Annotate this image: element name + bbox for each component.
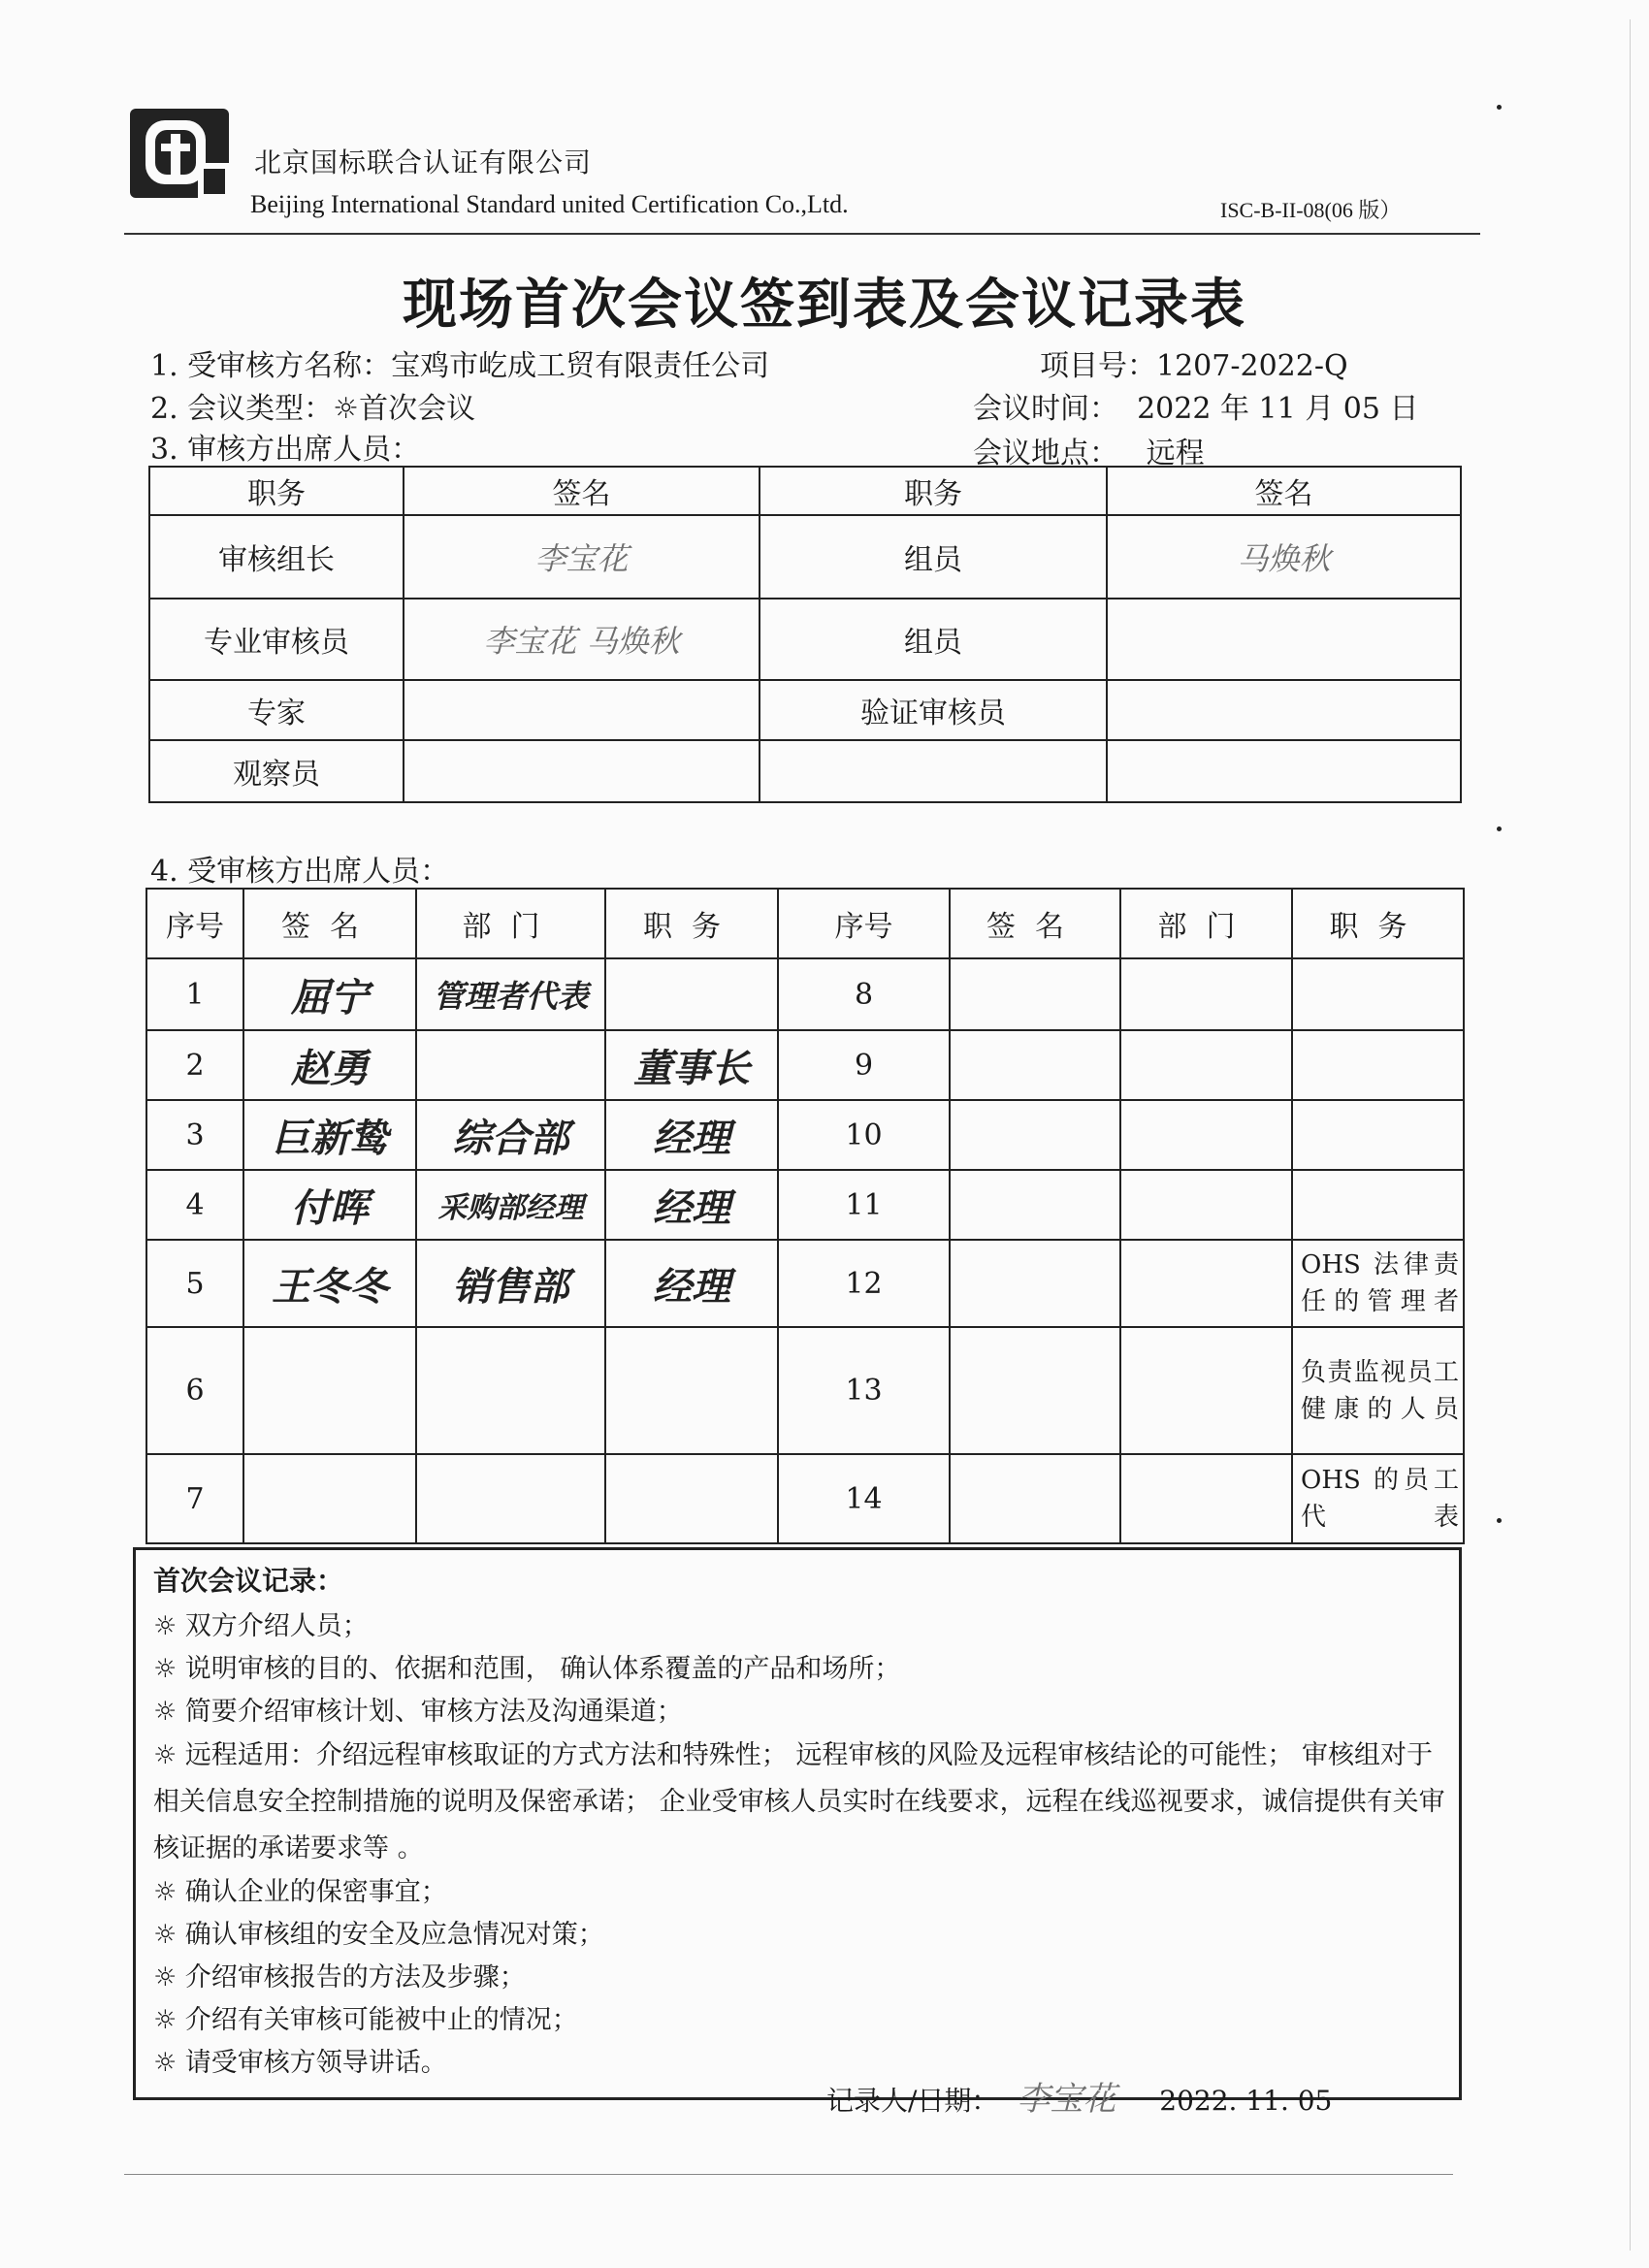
department-cell: [1120, 1170, 1292, 1240]
header-divider: [124, 233, 1480, 235]
position-cell: [605, 958, 778, 1030]
role-cell: 专家: [149, 680, 404, 740]
signature-cell: [243, 1327, 416, 1454]
role-cell: 观察员: [149, 740, 404, 802]
recorder-date: 2022. 11. 05: [1159, 2085, 1333, 2117]
signature-cell: 巨新鸷: [243, 1100, 416, 1170]
position-cell: 经理: [605, 1100, 778, 1170]
signature-cell: [950, 1454, 1120, 1543]
meeting-time-row: [973, 384, 1418, 427]
position-cell: [1292, 1030, 1464, 1100]
header-cell: 职务: [149, 467, 404, 515]
number-cell: 11: [778, 1170, 950, 1240]
signature-cell: [950, 1170, 1120, 1240]
meeting-type-row: [150, 384, 475, 427]
department-cell: 管理者代表: [416, 958, 605, 1030]
position-cell: 董事长: [605, 1030, 778, 1100]
position-cell: [605, 1454, 778, 1543]
signature-cell: 屈宁: [243, 958, 416, 1030]
record-item: ☼ 确认企业的保密事宜；: [153, 1877, 447, 1907]
signature-cell: 李宝花: [404, 515, 760, 599]
project-number: [1040, 341, 1348, 384]
number-cell: 2: [146, 1030, 243, 1100]
scan-speck: [1497, 105, 1502, 110]
meeting-type-label: 2. 会议类型：: [150, 392, 334, 426]
table-row: [149, 680, 1461, 740]
header-cell: 签名: [1107, 467, 1461, 515]
position-cell: OHS 的员工代表: [1292, 1454, 1464, 1543]
auditor-attendees-label: 3. 审核方出席人员：: [150, 433, 421, 467]
signature-cell: [950, 1030, 1120, 1100]
role-cell: 组员: [760, 599, 1107, 680]
header-cell: 部门: [1120, 889, 1292, 958]
number-cell: 6: [146, 1327, 243, 1454]
signature-cell: [950, 1100, 1120, 1170]
header-cell: 签名: [404, 467, 760, 515]
number-cell: 8: [778, 958, 950, 1030]
department-cell: [1120, 1030, 1292, 1100]
table-header-row: [149, 467, 1461, 515]
table-row: [146, 1327, 1464, 1454]
signature-cell: [404, 680, 760, 740]
role-cell: 专业审核员: [149, 599, 404, 680]
company-name-en: Beijing International Standard united Certification Co.,Ltd.: [250, 190, 849, 218]
position-cell: [1292, 1170, 1464, 1240]
position-cell: [1292, 1100, 1464, 1170]
meeting-place-value: 远程: [1146, 437, 1205, 470]
meeting-time-value: 2022 年 11 月 05 日: [1137, 392, 1419, 426]
signature-cell: [1107, 740, 1461, 802]
recorder-row: [826, 2072, 1332, 2120]
signature-cell: 付晖: [243, 1170, 416, 1240]
signature-cell: [950, 1327, 1120, 1454]
company-logo-icon: [126, 105, 233, 202]
auditee-attendance-table: [146, 888, 1465, 1544]
number-cell: 7: [146, 1454, 243, 1543]
scan-speck: [1497, 1518, 1502, 1523]
table-row: [149, 515, 1461, 599]
department-cell: 综合部: [416, 1100, 605, 1170]
table-row: [149, 740, 1461, 802]
table-row: [146, 1454, 1464, 1543]
signature-cell: 马焕秋: [1107, 515, 1461, 599]
role-cell: 验证审核员: [760, 680, 1107, 740]
signature-cell: [950, 1240, 1120, 1327]
department-cell: [416, 1327, 605, 1454]
number-cell: 3: [146, 1100, 243, 1170]
signature-cell: [404, 740, 760, 802]
table-row: [146, 1100, 1464, 1170]
role-cell: [760, 740, 1107, 802]
page-title: 现场首次会议签到表及会议记录表: [403, 274, 1246, 337]
auditee-name-value: 宝鸡市屹成工贸有限责任公司: [391, 349, 770, 383]
department-cell: [416, 1030, 605, 1100]
department-cell: [1120, 1100, 1292, 1170]
meeting-place-label: 会议地点：: [973, 437, 1118, 470]
table-row: [149, 599, 1461, 680]
number-cell: 10: [778, 1100, 950, 1170]
scan-speck: [1497, 826, 1502, 831]
auditor-attendance-table: [148, 466, 1462, 803]
remote-audit-paragraph: ☼ 远程适用：介绍远程审核取证的方式方法和特殊性； 远程审核的风险及远程审核结论的可能性； 审核组对于相关信息安全控制措施的说明及保密承诺； 企业受审核人员实时在线要求，远程在线巡视要求，诚信提供有关审核证据的承诺要求等 。: [153, 1740, 1445, 1863]
number-cell: 9: [778, 1030, 950, 1100]
record-item: ☼ 说明审核的目的、依据和范围， 确认体系覆盖的产品和场所；: [153, 1654, 901, 1684]
table-header-row: [146, 889, 1464, 958]
record-item: ☼ 简要介绍审核计划、审核方法及沟通渠道；: [153, 1697, 683, 1727]
number-cell: 1: [146, 958, 243, 1030]
header-cell: 部门: [416, 889, 605, 958]
position-cell: 经理: [605, 1240, 778, 1327]
department-cell: [1120, 1327, 1292, 1454]
meeting-record-title: 首次会议记录：: [153, 1565, 344, 1597]
role-cell: 审核组长: [149, 515, 404, 599]
header-cell: 签名: [950, 889, 1120, 958]
record-item: ☼ 双方介绍人员；: [153, 1611, 369, 1641]
number-cell: 4: [146, 1170, 243, 1240]
department-cell: 销售部: [416, 1240, 605, 1327]
record-item: ☼ 请受审核方领导讲话。: [153, 2048, 447, 2078]
record-item: ☼ 介绍审核报告的方法及步骤；: [153, 1962, 526, 1993]
header-cell: 序号: [778, 889, 950, 958]
department-cell: [1120, 958, 1292, 1030]
signature-cell: 李宝花 马焕秋: [404, 599, 760, 680]
signature-cell: 赵勇: [243, 1030, 416, 1100]
position-cell: [1292, 958, 1464, 1030]
table-row: [146, 1240, 1464, 1327]
role-cell: 组员: [760, 515, 1107, 599]
number-cell: 14: [778, 1454, 950, 1543]
signature-cell: [950, 958, 1120, 1030]
meeting-time-label: 会议时间：: [973, 392, 1118, 426]
meeting-type-value: ☼首次会议: [333, 392, 476, 426]
number-cell: 5: [146, 1240, 243, 1327]
document-code: ISC-B-II-08(06 版）: [1220, 198, 1402, 222]
number-cell: 13: [778, 1327, 950, 1454]
department-cell: [416, 1454, 605, 1543]
auditee-attendees-label: 4. 受审核方出席人员：: [150, 855, 450, 889]
department-cell: 采购部经理: [416, 1170, 605, 1240]
table-row: [146, 958, 1464, 1030]
project-number-value: 1207-2022-Q: [1156, 349, 1348, 383]
position-cell: OHS 法律责任的管理者: [1292, 1240, 1464, 1327]
record-item: ☼ 介绍有关审核可能被中止的情况；: [153, 2005, 578, 2035]
department-cell: [1120, 1240, 1292, 1327]
signature-cell: [1107, 599, 1461, 680]
position-cell: 经理: [605, 1170, 778, 1240]
header-cell: 职务: [605, 889, 778, 958]
header-cell: 序号: [146, 889, 243, 958]
table-row: [146, 1170, 1464, 1240]
signature-cell: [243, 1454, 416, 1543]
header-cell: 职务: [760, 467, 1107, 515]
record-item: ☼ 确认审核组的安全及应急情况对策；: [153, 1920, 604, 1950]
signature-cell: 王冬冬: [243, 1240, 416, 1327]
auditee-name-label: 1. 受审核方名称：: [150, 349, 392, 383]
header-cell: 签名: [243, 889, 416, 958]
page-edge: [1630, 19, 1631, 2251]
header-cell: 职务: [1292, 889, 1464, 958]
recorder-signature: 李宝花: [1017, 2080, 1116, 2119]
company-name-cn: 北京国标联合认证有限公司: [254, 146, 593, 178]
table-row: [146, 1030, 1464, 1100]
recorder-label: 记录人/日期：: [826, 2085, 999, 2117]
position-cell: [605, 1327, 778, 1454]
signature-cell: [1107, 680, 1461, 740]
number-cell: 12: [778, 1240, 950, 1327]
department-cell: [1120, 1454, 1292, 1543]
footer-divider: [124, 2174, 1453, 2175]
position-cell: 负责监视员工健康的人员: [1292, 1327, 1464, 1454]
auditee-name-row: [150, 341, 769, 384]
project-number-label: 项目号：: [1040, 349, 1156, 383]
